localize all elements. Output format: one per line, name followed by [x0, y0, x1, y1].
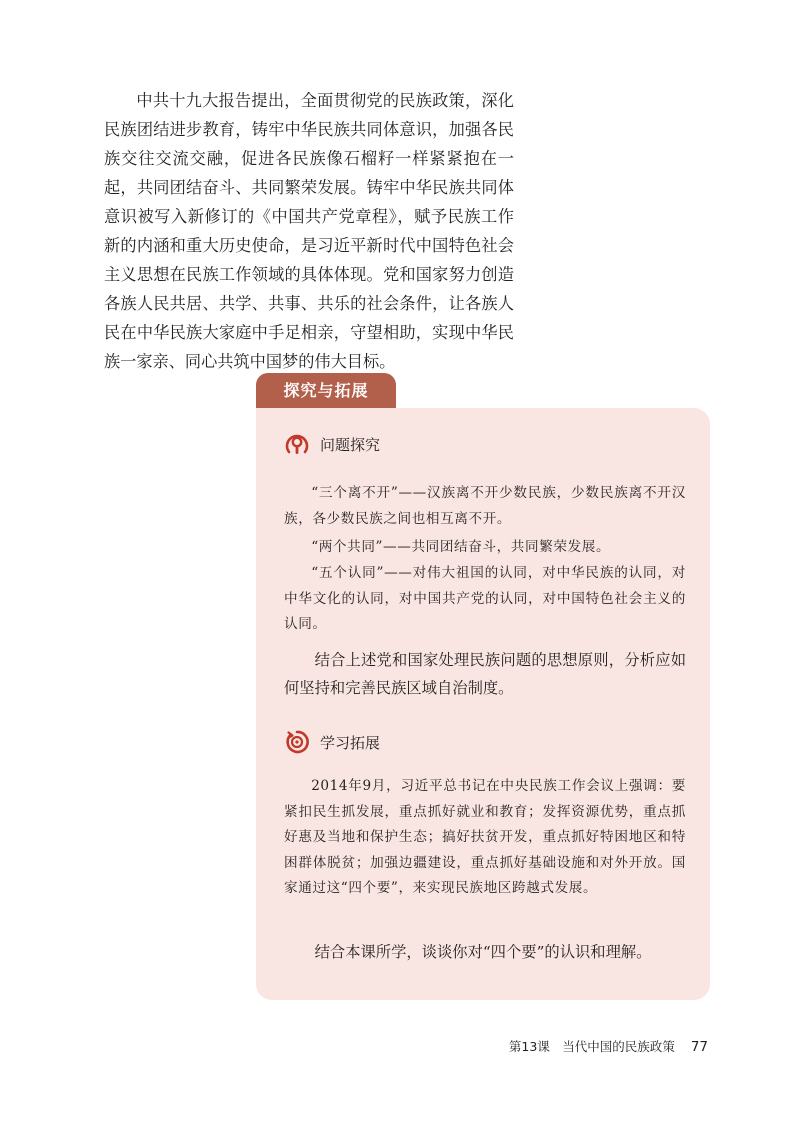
inquiry-quote-2: “两个共同”——共同团结奋斗，共同繁荣发展。 — [311, 539, 611, 555]
extension-icon — [284, 729, 310, 755]
extension-quote: 2014年9月，习近平总书记在中央民族工作会议上强调：要紧扣民生抓发展，重点抓好就业和教育；发挥资源优势，重点抓好惠及当地和保护生态；搞好扶贫开发，重点抓好特困地区和特困群体脱贫；加强边疆建设，重点抓好基础设施和对外开放。国家通过这“四个要”，来实现民族地区跨越式发展。 — [284, 778, 686, 896]
inquiry-icon — [284, 431, 310, 457]
inquiry-heading — [284, 429, 380, 459]
extension-heading — [284, 727, 380, 757]
inquiry-heading-text: 问题探究 — [320, 435, 381, 454]
inquiry-question: 结合上述党和国家处理民族问题的思想原则，分析应如何坚持和完善民族区域自治制度。 — [284, 651, 686, 697]
extension-question: 结合本课所学，谈谈你对“四个要”的认识和理解。 — [314, 943, 652, 961]
inquiry-quote-1: “三个离不开”——汉族离不开少数民族，少数民族离不开汉族，各少数民族之间也相互离不开。 — [284, 485, 686, 527]
section-title-tab: 探究与拓展 — [256, 373, 396, 409]
page-number: 77 — [690, 1039, 708, 1055]
page-footer — [509, 1037, 708, 1055]
intro-paragraph: 中共十九大报告提出，全面贯彻党的民族政策，深化民族团结进步教育，铸牢中华民族共同体意识，加强各民族交往交流交融，促进各民族像石榴籽一样紧紧抱在一起，共同团结奋斗、共同繁荣发展。铸牢中华民族共同体意识被写入新修订的《中国共产党章程》，赋予民族工作新的内涵和重大历史使命，是习近平新时代中国特色社会主义思想在民族工作领域的具体体现。党和国家努力创造各族人民共居、共学、共事、共乐的社会条件，让各族人民在中华民族大家庭中手足相亲，守望相助，实现中华民族一家亲、同心共筑中国梦的伟大目标。 — [104, 91, 514, 371]
inquiry-quote-3: “五个认同”——对伟大祖国的认同，对中华民族的认同，对中华文化的认同，对中国共产党的认同，对中国特色社会主义的认同。 — [284, 565, 686, 632]
extension-heading-text: 学习拓展 — [320, 733, 381, 752]
footer-lesson-title: 第13课 当代中国的民族政策 — [508, 1039, 675, 1054]
